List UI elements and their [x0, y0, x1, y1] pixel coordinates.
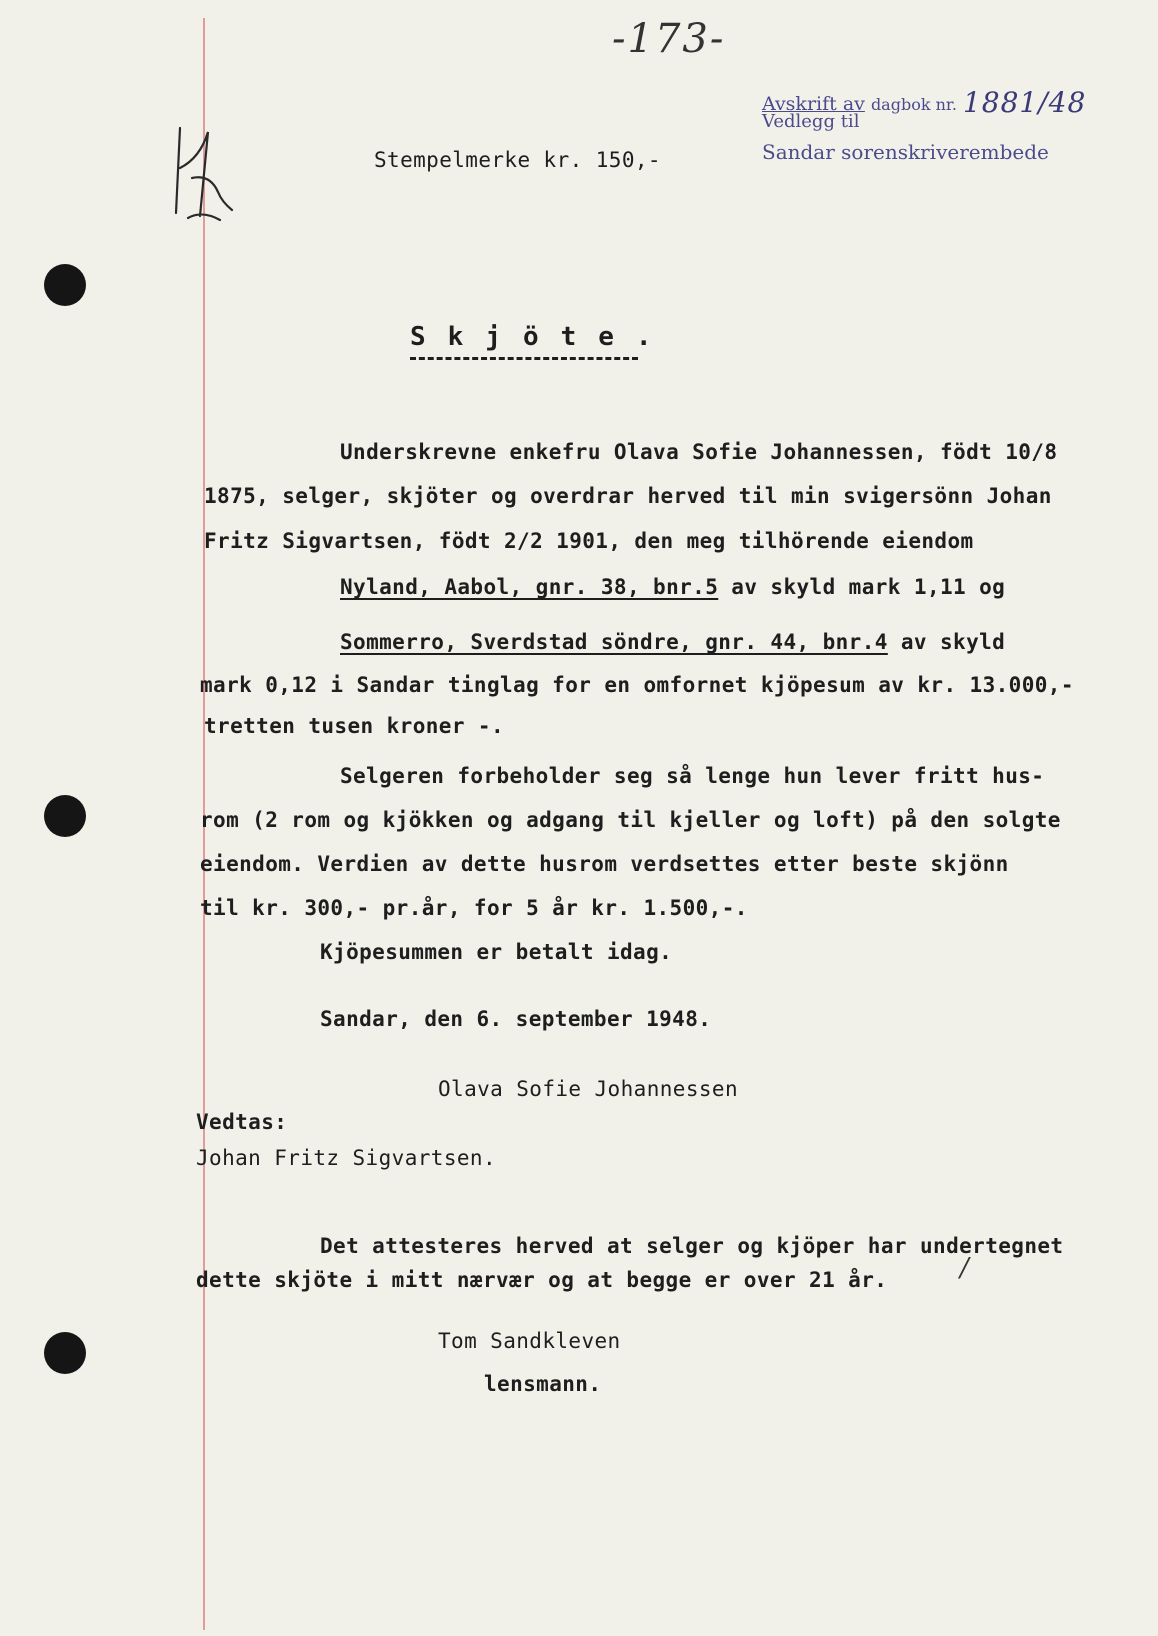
stamp-line-3: Sandar sorenskriverembede	[762, 140, 1049, 164]
punch-hole-middle	[44, 795, 86, 837]
stamp-handwritten-number: 1881/48	[962, 86, 1087, 119]
witness-title: lensmann.	[484, 1372, 602, 1396]
punch-hole-bottom	[44, 1332, 86, 1374]
property-2-rest: av skyld	[887, 630, 1006, 654]
buyer-name: Johan Fritz Sigvartsen.	[196, 1146, 496, 1170]
property-1-rest: av skyld mark 1,11 og	[718, 575, 1006, 599]
paragraph-2-line-3: eiendom. Verdien av dette husrom verdsettes etter beste skjönn	[200, 852, 1009, 876]
attestation-line-1: Det attesteres herved at selger og kjöper har undertegnet	[320, 1234, 1064, 1258]
paragraph-1-line-3: Fritz Sigvartsen, födt 2/2 1901, den meg tilhörende eiendom	[204, 529, 974, 553]
property-2-reference: Sommerro, Sverdstad söndre, gnr. 44, bnr.4	[340, 630, 888, 654]
place-and-date: Sandar, den 6. september 1948.	[320, 1007, 712, 1031]
paragraph-2-line-4: til kr. 300,- pr.år, for 5 år kr. 1.500,-.	[200, 896, 748, 920]
paragraph-1-line-1: Underskrevne enkefru Olava Sofie Johannessen, födt 10/8	[340, 440, 1058, 464]
stamp-prefix: Avskrift av	[762, 93, 865, 115]
document-title: Skjöte.	[410, 322, 674, 352]
property-line-1	[340, 575, 1005, 599]
handwritten-initials-icon	[170, 118, 240, 223]
payment-statement: Kjöpesummen er betalt idag.	[320, 940, 673, 964]
paragraph-1-line-2: 1875, selger, skjöter og overdrar herved til min svigersönn Johan	[204, 484, 1052, 508]
registry-stamp	[762, 84, 1092, 174]
paragraph-2-line-2: rom (2 rom og kjökken og adgang til kjeller og loft) på den solgte	[200, 808, 1061, 832]
stamp-duty-note: Stempelmerke kr. 150,-	[374, 148, 661, 172]
property-1-reference: Nyland, Aabol, gnr. 38, bnr.5	[340, 575, 719, 599]
attestation-line-2: dette skjöte i mitt nærvær og at begge er over 21 år.	[196, 1268, 888, 1292]
paragraph-1-cont-line-2: tretten tusen kroner -.	[204, 714, 504, 738]
property-line-2	[340, 630, 1005, 654]
stamp-middle: dagbok nr.	[870, 95, 957, 114]
title-underline	[410, 357, 638, 360]
paragraph-1-cont-line-1: mark 0,12 i Sandar tinglag for en omfornet kjöpesum av kr. 13.000,-	[200, 673, 1074, 697]
accepted-label: Vedtas:	[196, 1110, 288, 1134]
stamp-line-2: Vedlegg til	[762, 111, 860, 132]
tick-mark: /	[960, 1253, 969, 1283]
witness-name: Tom Sandkleven	[438, 1329, 621, 1353]
paragraph-2-line-1: Selgeren forbeholder seg så lenge hun lever fritt hus-	[340, 764, 1045, 788]
page-number: -173-	[612, 16, 726, 62]
punch-hole-top	[44, 264, 86, 306]
seller-signature: Olava Sofie Johannessen	[438, 1077, 738, 1101]
